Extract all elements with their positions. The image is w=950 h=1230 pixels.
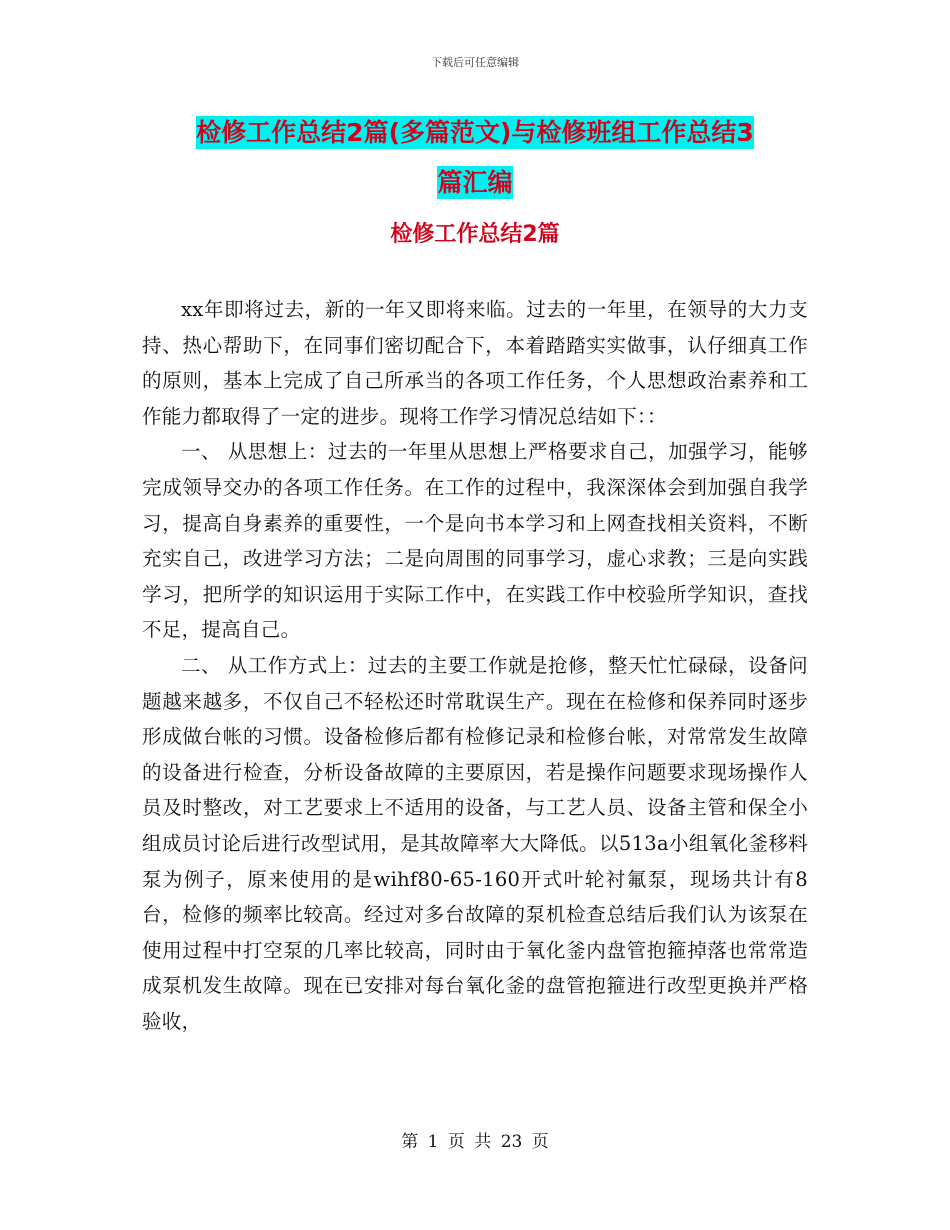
document-title-line-1: 检修工作总结2篇(多篇范文)与检修班组工作总结3 [196,118,754,147]
header-note: 下载后可任意编辑 [431,56,519,69]
document-title [0,108,950,208]
document-title-line-2: 篇汇编 [437,168,513,197]
section-title: 检修工作总结2篇 [390,222,560,247]
paragraph-intro: xx年即将过去，新的一年又即将来临。过去的一年里，在领导的大力支持、热心帮助下，在同事们密切配合下，本着踏踏实实做事，认仔细真工作的原则，基本上完成了自己所承当的各项工作任务，个人思想政治素养和工作能力都取得了一定的进步。现将工作学习情况总结如下：： [142,298,808,428]
body-text [142,292,808,1039]
page-footer: 第 1 页 共 23 页 [401,1132,549,1152]
paragraph-work-method: 二、 从工作方式上：过去的主要工作就是抢修，整天忙忙碌碌，设备问题越来越多，不仅自己不轻松还时常耽误生产。现在在检修和保养同时逐步形成做台帐的习惯。设备检修后都有检修记录和检修台帐，对常常发生故障的设备进行检查，分析设备故障的主要原因，若是操作问题要求现场操作人员及时整改，对工艺要求上不适用的设备，与工艺人员、设备主管和保全小组成员讨论后进行改型试用，是其故障率大大降低。以513a小组氧化釜移料泵为例子，原来使用的是wihf80-65-160开式叶轮衬氟泵，现场共计有8台，检修的频率比较高。经过对多台故障的泵机检查总结后我们认为该泵在使用过程中打空泵的几率比较高，同时由于氧化釜内盘管抱箍掉落也常常造成泵机发生故障。现在已安排对每台氧化釜的盘管抱箍进行改型更换并严格验收， [142,653,808,1033]
paragraph-thought: 一、 从思想上：过去的一年里从思想上严格要求自己，加强学习，能够完成领导交办的各项工作任务。在工作的过程中，我深深体会到加强自我学习，提高自身素养的重要性，一个是向书本学习和上网查找相关资料，不断充实自己，改进学习方法；二是向周围的同事学习，虚心求教；三是向实践学习，把所学的知识运用于实际工作中，在实践工作中校验所学知识，查找不足，提高自己。 [142,440,808,642]
